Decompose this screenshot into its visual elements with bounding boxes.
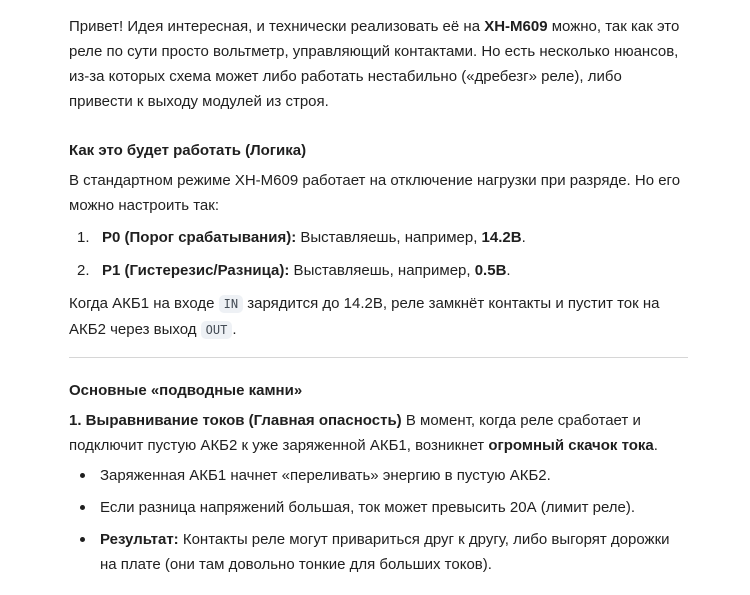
bullet-text: Контакты реле могут привариться друг к другу, либо выгорят дорожки на плате (они там довольно тонкие для больших токов). (100, 531, 670, 573)
pitfalls-heading: Основные «подводные камни» (69, 382, 303, 399)
bullet-text: Если разница напряжений большая, ток может превысить 20А (лимит реле). (100, 499, 636, 516)
after-text-3: . (232, 321, 237, 338)
step-text: Выставляешь, например, (296, 229, 482, 246)
step-value: 14.2В (481, 229, 522, 246)
model-name: XH-M609 (484, 18, 548, 35)
pitfall-bullets (69, 463, 689, 577)
step-value: 0.5В (474, 262, 507, 279)
intro-text-2: можно, так как это реле по сути просто вольтметр, управляющий контактами. Но есть несколько нюансов, из-за которых схема может либо работать нестабильно («дребезг» реле), либо привести к выходу модулей из строя. (69, 18, 680, 110)
bullet-icon (80, 537, 85, 542)
step-label: P1 (Гистерезис/Разница): (102, 262, 290, 279)
after-text-1: Когда АКБ1 на входе (69, 295, 219, 312)
pitfall-1-text: В момент, когда реле сработает и подключит пустую АКБ2 к уже заряженной АКБ1, возникнет (69, 412, 641, 454)
section-divider (69, 357, 688, 358)
intro-paragraph (69, 14, 689, 114)
list-item (69, 495, 689, 520)
message-content (69, 14, 689, 584)
list-item (69, 225, 689, 250)
step-text: Выставляешь, например, (289, 262, 475, 279)
intro-text-1: Привет! Идея интересная, и технически реализовать её на (69, 18, 485, 35)
pitfall-1-paragraph (69, 408, 689, 458)
settings-list (69, 225, 689, 283)
logic-heading: Как это будет работать (Логика) (69, 142, 307, 159)
pitfall-1-label: 1. Выравнивание токов (Главная опасность) (69, 412, 402, 429)
step-end: . (506, 262, 511, 279)
after-list-paragraph (69, 291, 689, 343)
bullet-icon (80, 473, 85, 478)
inline-code-in: IN (219, 295, 243, 313)
list-item (69, 527, 689, 577)
logic-text: В стандартном режиме XH-M609 работает на отключение нагрузки при разряде. Но его можно настроить так: (69, 172, 681, 214)
list-number: 2. (77, 262, 90, 279)
bullet-icon (80, 505, 85, 510)
inline-code-out: OUT (201, 321, 233, 339)
after-text-2: зарядится до 14.2В, реле замкнёт контакты и пустит ток на АКБ2 через выход (69, 295, 660, 338)
list-number: 1. (77, 229, 90, 246)
bullet-text: Заряженная АКБ1 начнет «переливать» энергию в пустую АКБ2. (100, 467, 551, 484)
pitfall-1-bold: огромный скачок тока (488, 437, 654, 454)
list-item (69, 463, 689, 488)
step-label: P0 (Порог срабатывания): (102, 229, 297, 246)
pitfall-1-end: . (653, 437, 658, 454)
step-end: . (521, 229, 526, 246)
list-item (69, 258, 689, 283)
bullet-bold: Результат: (100, 531, 179, 548)
